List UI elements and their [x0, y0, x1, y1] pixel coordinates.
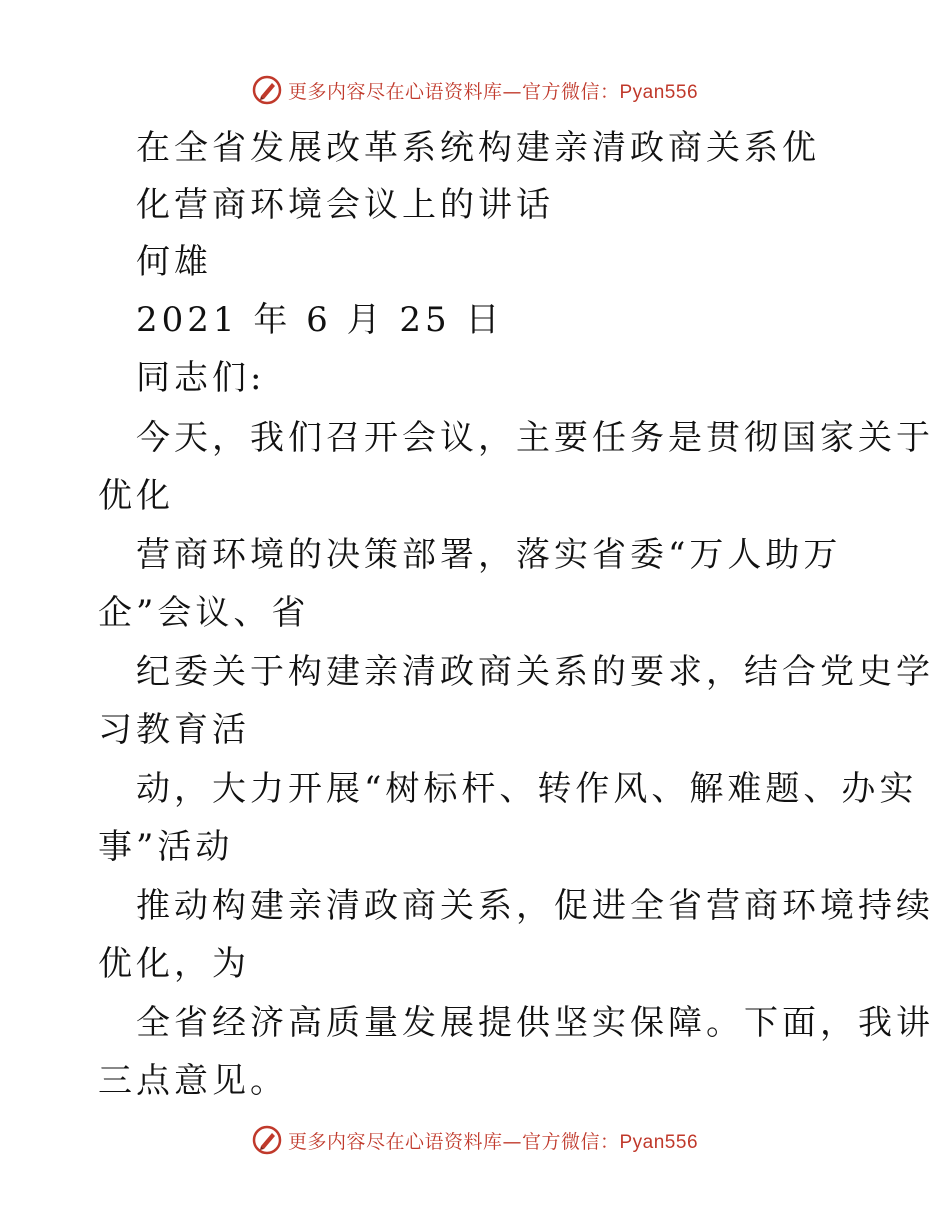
- pen-logo-icon: [252, 1125, 282, 1155]
- paragraph-line: 优化: [98, 476, 174, 516]
- salutation: 同志们:: [136, 358, 266, 398]
- title-line-1: 在全省发展改革系统构建亲清政商关系优: [136, 128, 820, 168]
- title-line-2: 化营商环境会议上的讲话: [136, 185, 554, 225]
- paragraph-line: 优化，为: [98, 944, 250, 984]
- paragraph-line: 企”会议、省: [98, 593, 310, 633]
- paragraph-line: 事”活动: [98, 827, 234, 867]
- paragraph-line: 习教育活: [98, 710, 250, 750]
- paragraph-line: 营商环境的决策部署，落实省委“万人助万: [136, 535, 842, 575]
- date: 2021 年 6 月 25 日: [136, 300, 504, 340]
- watermark-text: 更多内容尽在心语资料库—官方微信：Pyan556: [287, 1130, 699, 1153]
- paragraph-line: 动，大力开展“树标杆、转作风、解难题、办实: [136, 769, 918, 809]
- watermark-text: 更多内容尽在心语资料库—官方微信：Pyan556: [287, 80, 699, 103]
- pen-logo-icon: [252, 75, 282, 105]
- watermark-footer: [0, 1120, 950, 1160]
- paragraph-line: 今天，我们召开会议，主要任务是贯彻国家关于: [136, 418, 934, 458]
- paragraph-line: 全省经济高质量发展提供坚实保障。下面，我讲: [136, 1003, 934, 1043]
- author: 何雄: [136, 242, 212, 282]
- paragraph-line: 推动构建亲清政商关系，促进全省营商环境持续: [136, 886, 934, 926]
- paragraph-line: 三点意见。: [98, 1061, 288, 1101]
- watermark-header: [0, 70, 950, 110]
- paragraph-line: 纪委关于构建亲清政商关系的要求，结合党史学: [136, 652, 934, 692]
